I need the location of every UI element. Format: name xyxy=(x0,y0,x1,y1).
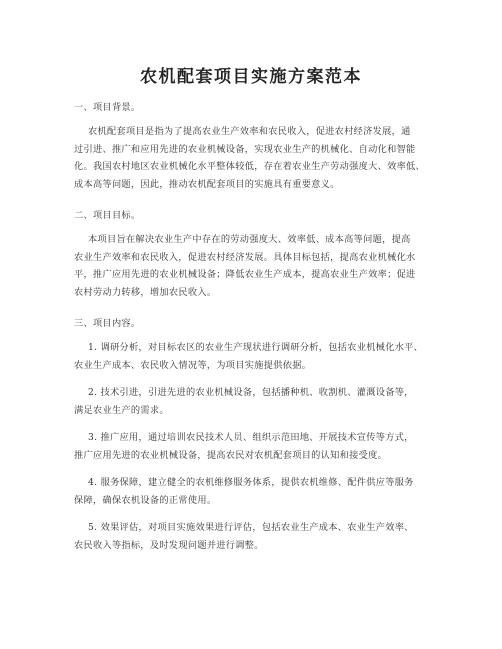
content-item-4 xyxy=(74,474,428,509)
text-line: 满足农业生产的需求。 xyxy=(74,404,169,416)
section-heading: 一、项目背景。 xyxy=(74,102,141,113)
text-line: 农村劳动力转移，增加农民收入。 xyxy=(74,286,217,298)
text-line: 本项目旨在解决农业生产中存在的劳动强度大、效率低、成本高等问题，提高 xyxy=(88,234,411,245)
text-line: 农机配套项目是指为了提高农业生产效率和农民收入，促进农村经济发展，通 xyxy=(88,126,411,137)
section-heading: 二、项目目标。 xyxy=(74,210,141,221)
text-line: 1. 调研分析，对目标农区的农业生产现状进行调研分析，包括农业机械化水平、 xyxy=(88,342,424,353)
text-line: 成本高等问题，因此，推动农机配套项目的实施具有重要意义。 xyxy=(74,178,340,190)
content-item-3 xyxy=(74,429,428,464)
section-objectives xyxy=(74,209,428,301)
content-item-1 xyxy=(74,339,428,374)
content-item-2 xyxy=(74,384,428,419)
paragraph xyxy=(74,231,428,301)
content-item-5 xyxy=(74,519,428,554)
text-line: 农民收入等指标，及时发现问题并进行调整。 xyxy=(74,539,264,551)
paragraph xyxy=(74,123,428,193)
document-title: 农机配套项目实施方案范本 xyxy=(140,67,362,87)
text-line: 2. 技术引进，引进先进的农业机械设备，包括播种机、收割机、灌溉设备等， xyxy=(88,387,414,398)
text-line: 保障，确保农机设备的正常使用。 xyxy=(74,494,217,506)
text-line: 化。我国农村地区农业机械化水平整体较低，存在着农业生产劳动强度大、效率低、 xyxy=(74,161,426,172)
text-line: 过引进、推广和应用先进的农业机械设备，实现农业生产的机械化、自动化和智能 xyxy=(74,143,416,155)
text-line: 农业生产成本、农民收入情况等，为项目实施提供依据。 xyxy=(74,359,312,371)
section-background xyxy=(74,101,428,193)
text-line: 农业生产效率和农民收入，促进农村经济发展。具体目标包括，提高农业机械化水 xyxy=(74,251,416,263)
text-line: 4. 服务保障，建立健全的农机维修服务体系，提供农机维修、配件供应等服务 xyxy=(88,477,414,488)
text-line: 推广应用先进的农业机械设备，提高农民对农机配套项目的认知和接受度。 xyxy=(74,449,388,461)
section-heading: 三、项目内容。 xyxy=(74,318,141,329)
text-line: 5. 效果评估，对项目实施效果进行评估，包括农业生产成本、农业生产效率、 xyxy=(88,522,414,533)
section-content xyxy=(74,317,428,554)
text-line: 3. 推广应用，通过培训农民技术人员、组织示范田地、开展技术宣传等方式， xyxy=(88,432,414,443)
text-line: 平，推广应用先进的农业机械设备；降低农业生产成本，提高农业生产效率；促进 xyxy=(74,269,416,280)
